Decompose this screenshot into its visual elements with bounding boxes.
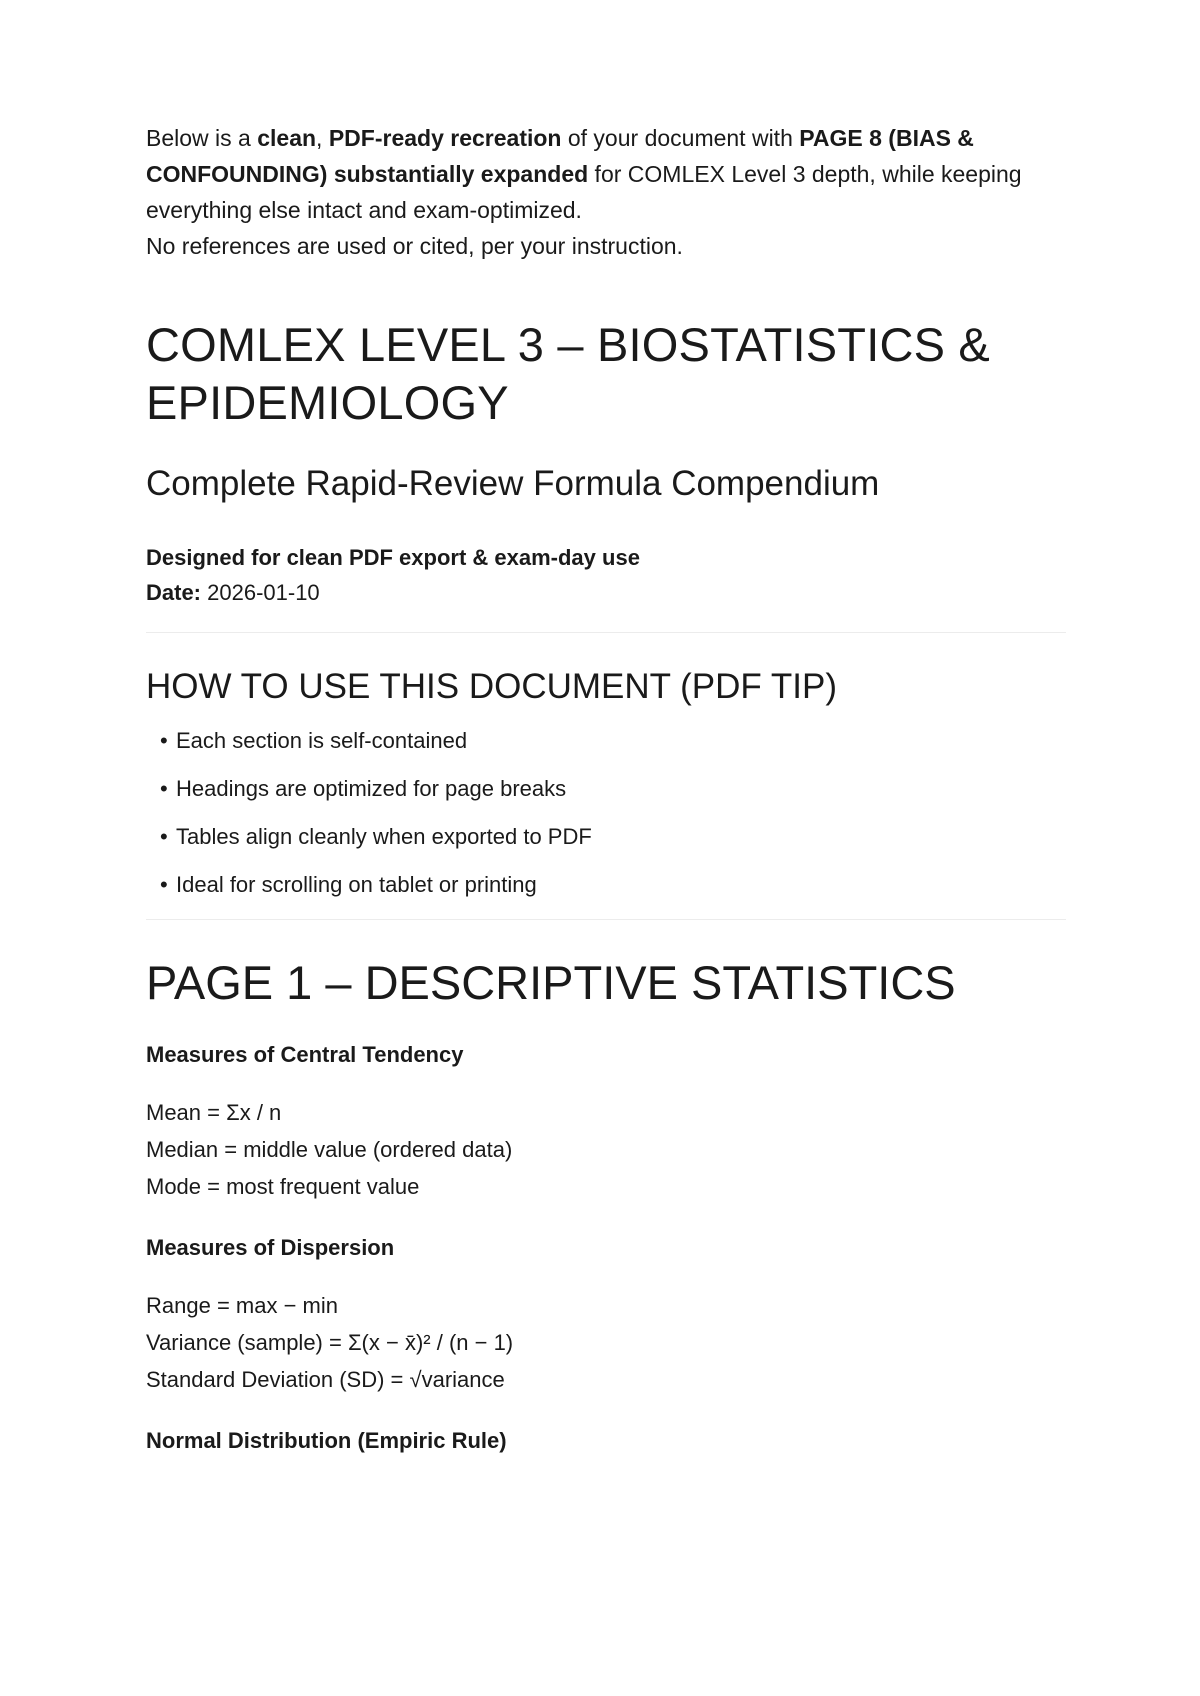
dispersion-heading: Measures of Dispersion bbox=[146, 1235, 395, 1260]
central-tendency-formulas bbox=[146, 1094, 1066, 1205]
section-divider bbox=[146, 919, 1066, 920]
section-divider bbox=[146, 632, 1066, 633]
page1-heading: PAGE 1 – DESCRIPTIVE STATISTICS bbox=[146, 956, 956, 1009]
formula-line: Median = middle value (ordered data) bbox=[146, 1137, 513, 1162]
intro-line-2: No references are used or cited, per your instruction. bbox=[146, 233, 683, 259]
document-subtitle: Complete Rapid-Review Formula Compendium bbox=[146, 464, 880, 503]
bullet-icon: • bbox=[160, 824, 168, 849]
how-to-heading: HOW TO USE THIS DOCUMENT (PDF TIP) bbox=[146, 667, 837, 706]
intro-text-2: , bbox=[316, 125, 329, 151]
formula-line: Range = max − min bbox=[146, 1293, 338, 1318]
document-content bbox=[146, 120, 1066, 1456]
intro-bold-page8: PAGE 8 (BIAS & CONFOUNDING) substantially expanded bbox=[146, 125, 974, 187]
designed-for-note: Designed for clean PDF export & exam-day use bbox=[146, 545, 640, 570]
document-meta bbox=[146, 540, 1066, 610]
normal-distribution-heading: Normal Distribution (Empiric Rule) bbox=[146, 1428, 507, 1453]
central-tendency-heading: Measures of Central Tendency bbox=[146, 1042, 464, 1067]
intro-bold-clean: clean bbox=[257, 125, 317, 151]
dispersion-formulas bbox=[146, 1287, 1066, 1398]
list-item: • Headings are optimized for page breaks bbox=[160, 776, 567, 801]
bullet-icon: • bbox=[160, 728, 168, 753]
intro-text-1: Below is a bbox=[146, 125, 258, 151]
intro-bold-pdf-ready: PDF-ready recreation bbox=[328, 125, 562, 151]
bullet-icon: • bbox=[160, 872, 168, 897]
list-item: • Tables align cleanly when exported to PDF bbox=[160, 824, 592, 849]
formula-line: Mode = most frequent value bbox=[146, 1174, 420, 1199]
intro-text-4: for COMLEX Level 3 depth, while keeping everything else intact and exam-optimized. bbox=[146, 161, 1022, 223]
document-title: COMLEX LEVEL 3 – BIOSTATISTICS & EPIDEMIOLOGY bbox=[146, 318, 990, 429]
how-to-list bbox=[146, 727, 1066, 899]
date-value: 2026-01-10 bbox=[201, 580, 320, 605]
formula-line: Mean = Σx / n bbox=[146, 1100, 282, 1125]
date-label: Date: bbox=[146, 580, 202, 605]
bullet-icon: • bbox=[160, 776, 168, 801]
intro-paragraph bbox=[146, 120, 1066, 264]
list-item: • Ideal for scrolling on tablet or printing bbox=[160, 872, 537, 897]
formula-line: Standard Deviation (SD) = √variance bbox=[146, 1367, 505, 1392]
intro-text-3: of your document with bbox=[561, 125, 800, 151]
formula-line: Variance (sample) = Σ(x − x̄)² / (n − 1) bbox=[146, 1330, 514, 1355]
list-item: • Each section is self-contained bbox=[160, 728, 468, 753]
